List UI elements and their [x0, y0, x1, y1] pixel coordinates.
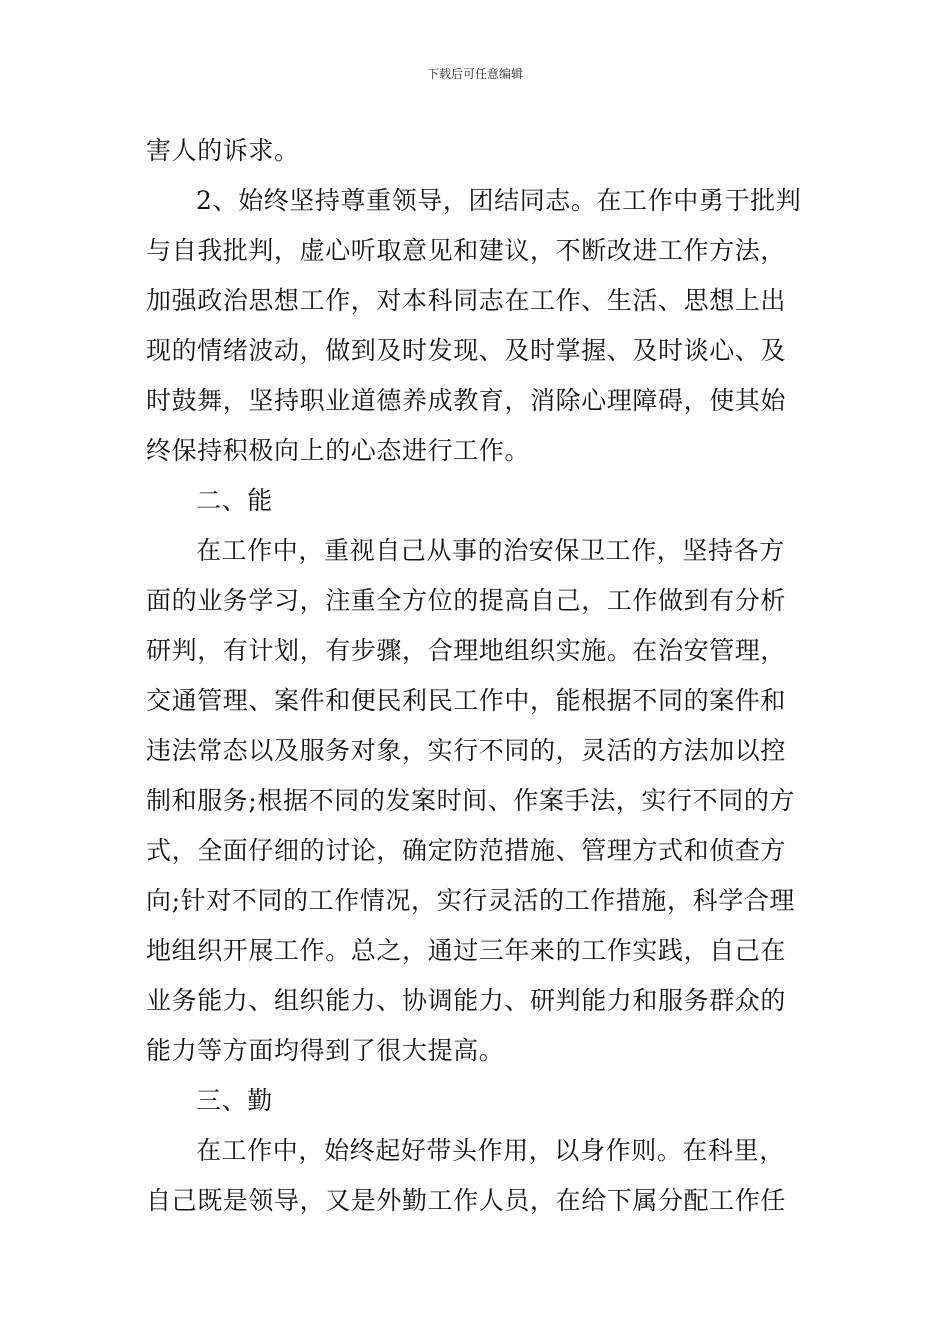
section-heading: 三、勤 [196, 1086, 273, 1115]
text-line: 式，全面仔细的讨论，确定防范措施、管理方式和侦查方 [146, 836, 787, 865]
text-line: 面的业务学习，注重全方位的提高自己，工作做到有分析 [146, 586, 787, 615]
text-line: 加强政治思想工作，对本科同志在工作、生活、思想上出 [146, 286, 787, 315]
text-line: 与自我批判，虚心听取意见和建议，不断改进工作方法， [146, 236, 787, 265]
text-line: 违法常态以及服务对象，实行不同的，灵活的方法加以控 [146, 736, 787, 765]
header-text: 下载后可任意编辑 [426, 67, 523, 81]
text-line: 终保持积极向上的心态进行工作。 [146, 436, 531, 465]
paragraph-start-line: 在工作中，重视自己从事的治安保卫工作，坚持各方 [196, 536, 785, 565]
text-line: 交通管理、案件和便民利民工作中，能根据不同的案件和 [146, 686, 787, 715]
text-line: 现的情绪波动，做到及时发现、及时掌握、及时谈心、及 [146, 336, 787, 365]
text-line: 自己既是领导，又是外勤工作人员，在给下属分配工作任 [146, 1186, 787, 1215]
paragraph-start-line: 2、始终坚持尊重领导，团结同志。在工作中勇于批判 [196, 186, 802, 215]
page-header [0, 66, 950, 82]
paragraph-start-line: 在工作中，始终起好带头作用，以身作则。在科里， [196, 1136, 785, 1165]
text-line: 害人的诉求。 [146, 136, 300, 165]
text-line: 时鼓舞，坚持职业道德养成教育，消除心理障碍，使其始 [146, 386, 787, 415]
text-line: 业务能力、组织能力、协调能力、研判能力和服务群众的 [146, 986, 787, 1015]
section-heading: 二、能 [196, 486, 273, 515]
text-line: 制和服务;根据不同的发案时间、作案手法，实行不同的方 [146, 786, 796, 815]
text-line: 地组织开展工作。总之，通过三年来的工作实践，自己在 [146, 936, 787, 965]
document-body [146, 126, 808, 1226]
text-line: 研判，有计划，有步骤，合理地组织实施。在治安管理， [146, 636, 787, 665]
text-line: 能力等方面均得到了很大提高。 [146, 1036, 505, 1065]
text-line: 向;针对不同的工作情况，实行灵活的工作措施，科学合理 [146, 886, 796, 915]
